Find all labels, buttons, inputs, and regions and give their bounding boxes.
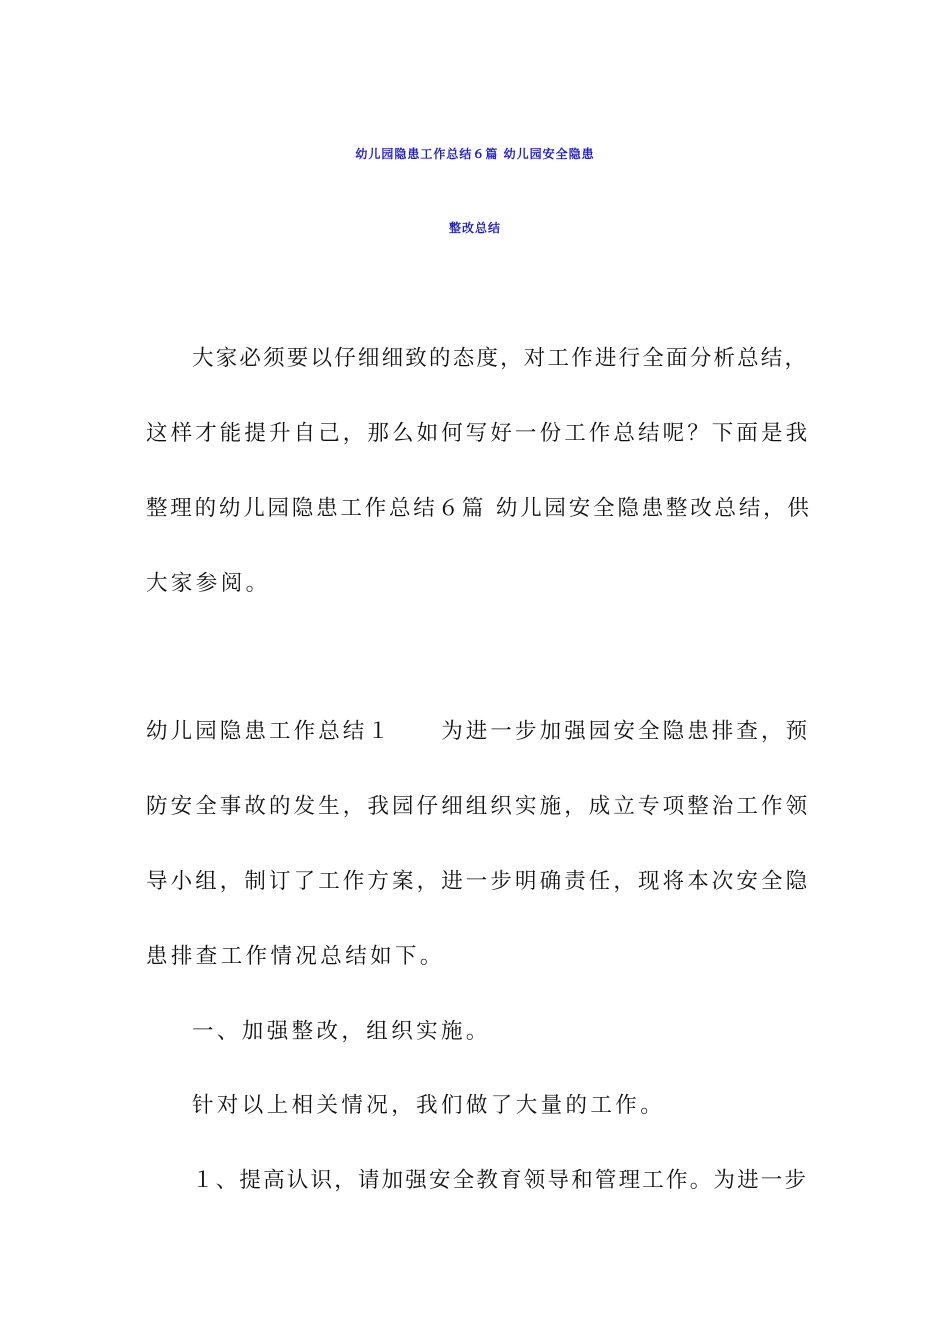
paragraph-2: １、提高认识，请加强安全教育领导和管理工作。为进一步 [192, 1168, 809, 1193]
document-title-line-2: 整改总结 [448, 221, 501, 235]
document-title-line-1: 幼儿园隐患工作总结６篇 幼儿园安全隐患 [355, 147, 595, 161]
paragraph-1: 针对以上相关情况，我们做了大量的工作。 [192, 1093, 666, 1118]
intro-line-4: 大家参阅。 [146, 571, 271, 596]
section1-line-4: 患排查工作情况总结如下。 [146, 944, 445, 969]
section1-line-3: 导小组，制订了工作方案，进一步明确责任，现将本次安全隐 [146, 869, 811, 894]
heading-1: 一、加强整改，组织实施。 [192, 1019, 491, 1044]
intro-line-1: 大家必须要以仔细细致的态度，对工作进行全面分析总结， [192, 346, 809, 371]
section1-line-1: 幼儿园隐患工作总结１ 为进一步加强园安全隐患排查，预 [146, 719, 811, 744]
section1-line-2: 防安全事故的发生，我园仔细组织实施，成立专项整治工作领 [146, 794, 811, 819]
intro-line-2: 这样才能提升自己，那么如何写好一份工作总结呢？下面是我 [146, 421, 811, 446]
intro-line-3: 整理的幼儿园隐患工作总结６篇 幼儿园安全隐患整改总结，供 [146, 496, 812, 521]
